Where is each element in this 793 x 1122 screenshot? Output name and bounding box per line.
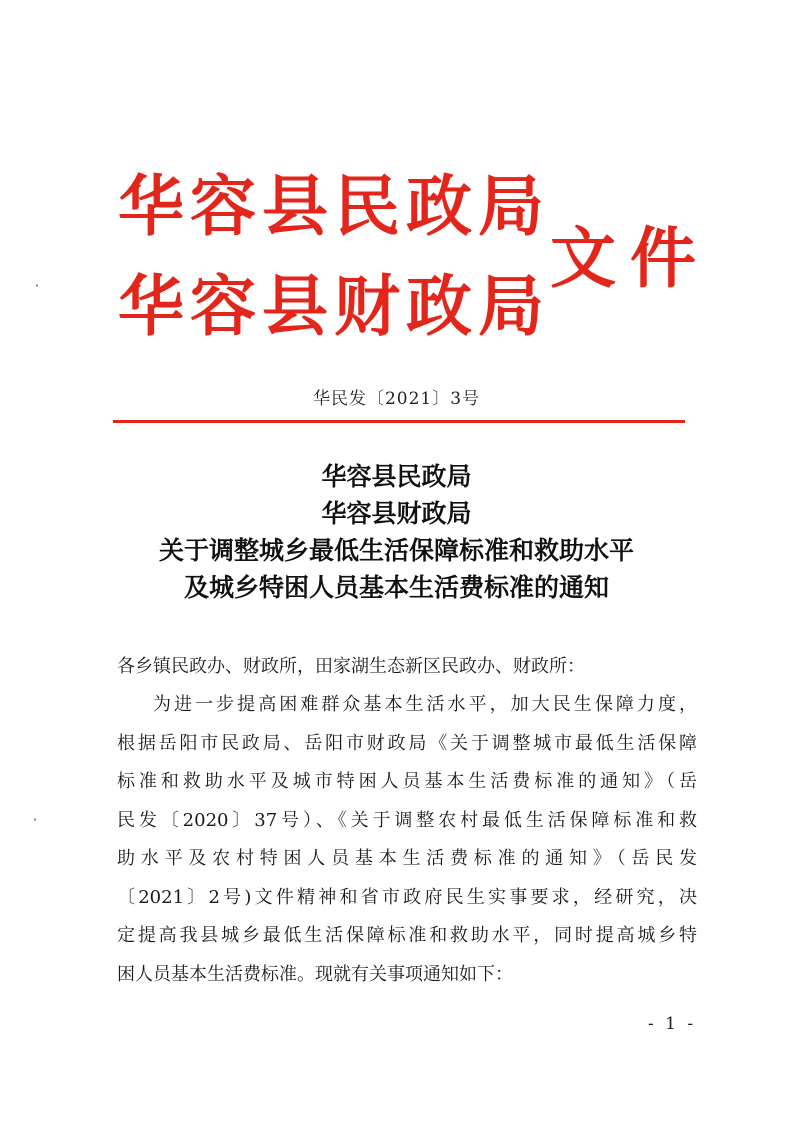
document-number: 华民发〔2021〕3号 bbox=[312, 389, 481, 409]
title-line: 华容县民政局 bbox=[321, 462, 472, 491]
agency-name-finance: 华容县财政局 bbox=[118, 268, 550, 345]
body-line: 困人员基本生活费标准。现就有关事项通知如下： bbox=[117, 963, 513, 985]
scan-speck bbox=[34, 818, 36, 821]
body-line: 〔2021〕2号)文件精神和省市政府民生实事要求，经研究，决 bbox=[117, 886, 697, 908]
agency-name-civil-affairs: 华容县民政局 bbox=[118, 168, 550, 245]
body-line: 定提高我县城乡最低生活保障标准和救助水平，同时提高城乡特 bbox=[117, 925, 697, 946]
notice-title bbox=[0, 458, 793, 606]
title-line: 及城乡特困人员基本生活费标准的通知 bbox=[183, 573, 609, 602]
body-line: 标准和救助水平及城市特困人员基本生活费标准的通知》（岳 bbox=[117, 771, 697, 792]
document-label: 文件 bbox=[550, 220, 710, 297]
body-line: 民发〔2020〕37号）、《关于调整农村最低生活保障标准和救 bbox=[117, 809, 697, 831]
title-line: 华容县财政局 bbox=[321, 499, 472, 528]
body-line: 根据岳阳市民政局、岳阳市财政局《关于调整城市最低生活保障 bbox=[117, 732, 697, 754]
body-line: 助水平及农村特困人员基本生活费标准的通知》（岳民发 bbox=[117, 848, 697, 869]
body-paragraph bbox=[117, 690, 697, 998]
scan-speck bbox=[36, 284, 38, 287]
page-number: - 1 - bbox=[648, 1014, 697, 1034]
red-masthead bbox=[118, 168, 710, 358]
salutation: 各乡镇民政办、财政所，田家湖生态新区民政办、财政所： bbox=[117, 656, 585, 677]
title-line: 关于调整城乡最低生活保障标准和救助水平 bbox=[158, 536, 634, 565]
body-line: 为进一步提高困难群众基本生活水平，加大民生保障力度， bbox=[153, 694, 697, 715]
red-divider-line bbox=[113, 420, 685, 423]
